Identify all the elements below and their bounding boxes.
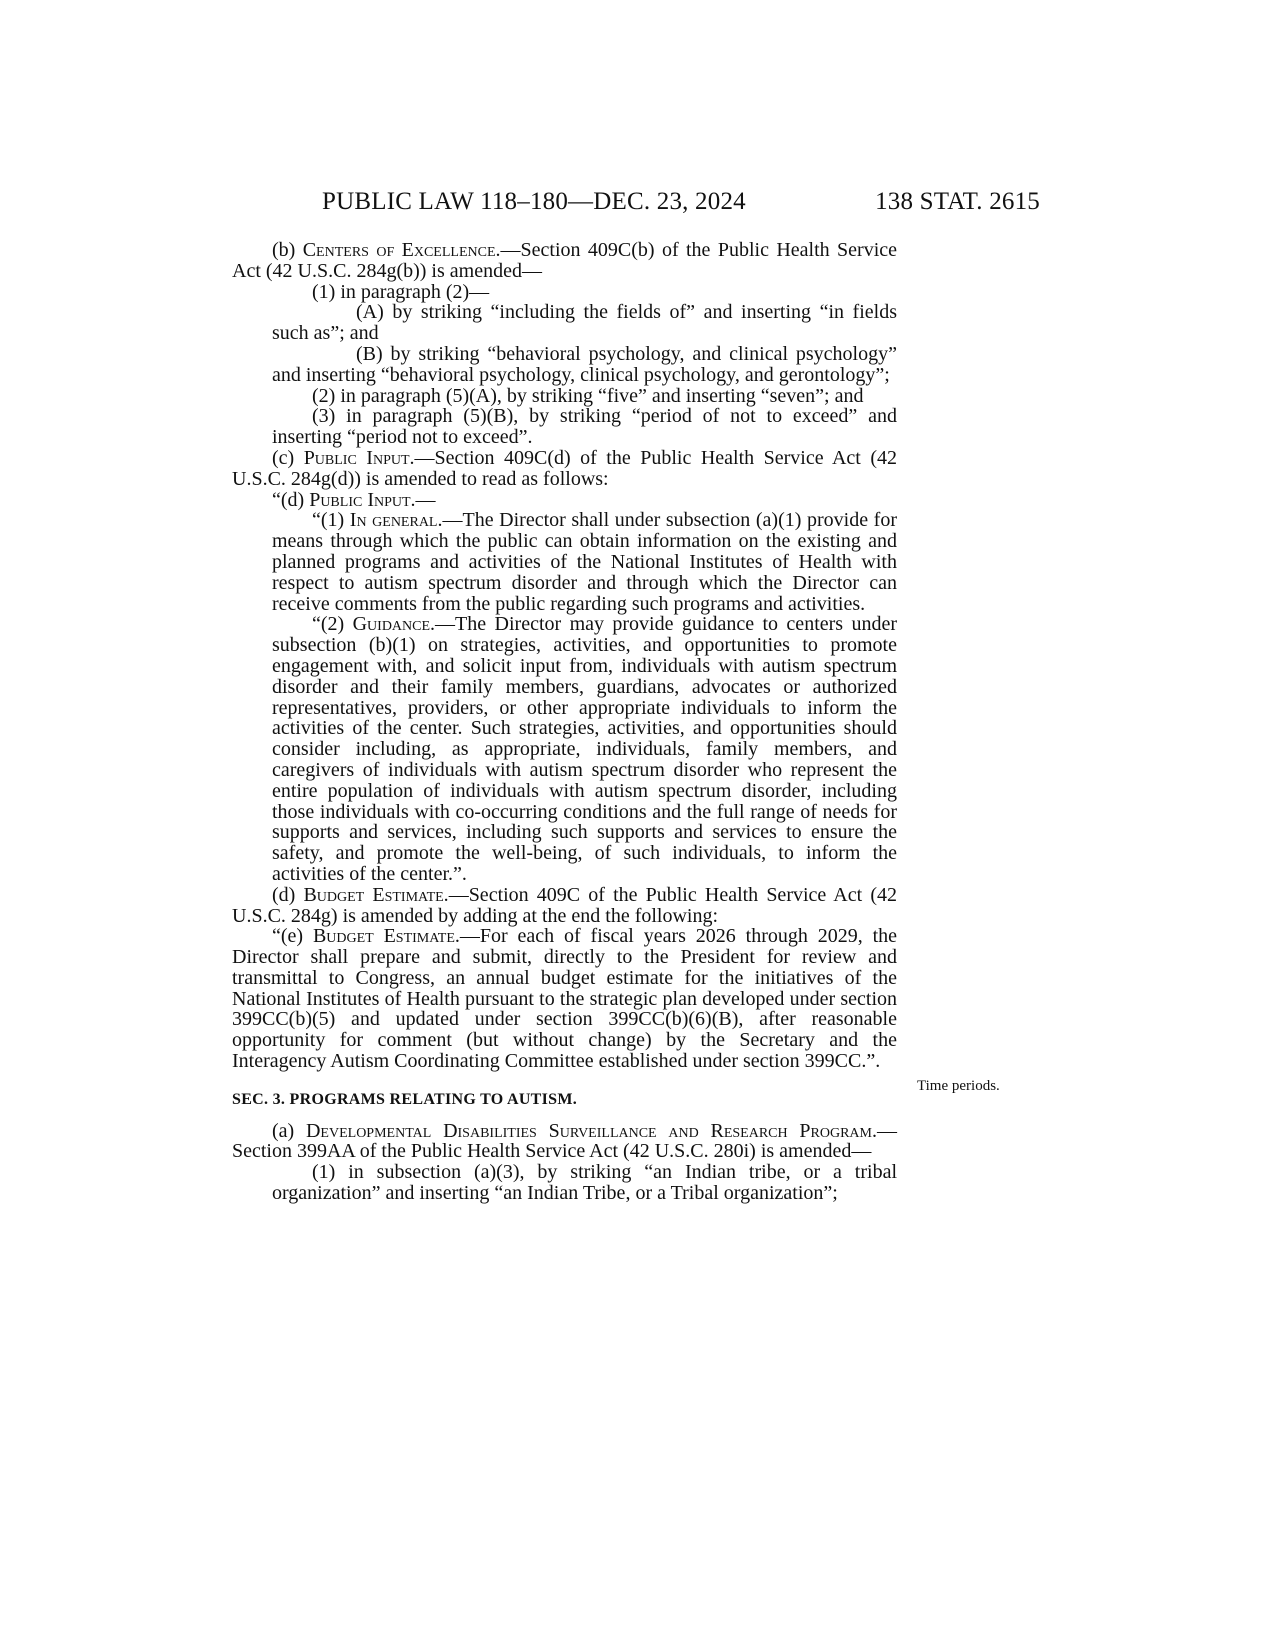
paragraph-sec3-a-1: (1) in subsection (a)(3), by striking “an Indian tribe, or a tribal organization” and inserting “an Indian Tribe, or a Tribal organization”;: [272, 1161, 897, 1205]
paragraph-text: —For each of fiscal years 2026 through 2029, the Director shall prepare and submit, directly to the President for review and transmittal to Congress, an annual budget estimate for the initiatives of the National Institutes of Health pursuant to the strategic plan developed under section 399CC(b)(5) and updated under section 399CC(b)(6)(B), after reasonable opportunity for comment (but without change) by the Secretary and the Interagency Autism Coordinating Committee established under section 399CC.”.: [232, 925, 898, 1073]
page-header: [322, 186, 1040, 218]
paragraph-prefix: “(e): [272, 925, 313, 948]
paragraph-d: [232, 885, 897, 927]
heading-public-input: Public Input.: [303, 446, 415, 469]
paragraph-b-1: (1) in paragraph (2)—: [312, 280, 490, 303]
paragraph-b: [232, 240, 897, 282]
paragraph-text: —: [415, 488, 436, 511]
paragraph-b-1-A: (A) by striking “including the fields of” and inserting “in fields such as”; and: [272, 301, 897, 345]
paragraph-prefix: (a): [272, 1119, 306, 1142]
heading-in-general: In general.: [349, 509, 443, 532]
header-title: PUBLIC LAW 118–180—DEC. 23, 2024: [322, 188, 746, 215]
paragraph-prefix: (d): [272, 883, 304, 906]
heading-budget-estimate: Budget Estimate.: [303, 883, 449, 906]
heading-budget-estimate-quoted: Budget Estimate.: [312, 925, 460, 948]
quoted-paragraph-e: [232, 926, 897, 1072]
quoted-paragraph-d-2: [232, 614, 897, 884]
quoted-paragraph-d-1: [232, 510, 897, 614]
paragraph-text: —Section 399AA of the Public Health Service Act (42 U.S.C. 280i) is amended—: [232, 1119, 897, 1163]
paragraph-prefix: “(2): [312, 613, 353, 636]
paragraph-b-2: (2) in paragraph (5)(A), by striking “five” and inserting “seven”; and: [312, 384, 864, 407]
paragraph-sec3-a: [232, 1121, 897, 1163]
paragraph-text: —The Director may provide guidance to centers under subsection (b)(1) on strategies, activities, and opportunities to promote engagement with, and solicit input from, individuals with autism spectrum disorder and their family members, guardians, advocates or authorized representatives, providers, or other appropriate individuals to inform the activities of the center. Such strategies, activities, and opportunities should consider including, as appropriate, individuals, family members, and caregivers of individuals with autism spectrum disorder who represent the entire population of individuals with autism spectrum disorder, including those individuals with co-occurring conditions and the full range of needs for supports and services, including such supports and services to ensure the safety, and promote the well-being, of such individuals, to inform the activities of the center.”.: [272, 613, 897, 885]
heading-developmental-disabilities: Developmental Disabilities Surveillance and Research Program.: [305, 1119, 877, 1142]
heading-guidance: Guidance.: [352, 613, 436, 636]
section-heading-sec-3: SEC. 3. PROGRAMS RELATING TO AUTISM.: [232, 1090, 578, 1108]
paragraph-prefix: “(d): [272, 488, 310, 511]
paragraph-b-1-B: (B) by striking “behavioral psychology, and clinical psychology” and inserting “behavioral psychology, clinical psychology, and gerontology”;: [272, 342, 897, 386]
document-body: [232, 240, 897, 1204]
paragraph-prefix: (b): [272, 239, 303, 261]
paragraph-text: —The Director shall under subsection (a)(1) provide for means through which the public can obtain information on the existing and planned programs and activities of the National Institutes of Health with respect to autism spectrum disorder and through which the Director can receive comments from the public regarding such programs and activities.: [272, 509, 897, 615]
paragraph-b-3: (3) in paragraph (5)(B), by striking “period of not to exceed” and inserting “period not to exceed”.: [272, 405, 897, 449]
paragraph-text: —Section 409C(d) of the Public Health Service Act (42 U.S.C. 284g(d)) is amended to read as follows:: [232, 446, 898, 490]
paragraph-prefix: “(1): [312, 509, 350, 532]
header-stat-page: 138 STAT. 2615: [875, 188, 1040, 215]
paragraph-c: [232, 448, 897, 490]
paragraph-prefix: (c): [272, 446, 304, 469]
paragraph-text: —Section 409C of the Public Health Service Act (42 U.S.C. 284g) is amended by adding at the end the following:: [232, 883, 897, 927]
heading-centers-of-excellence: Centers of Excellence.: [302, 239, 501, 261]
heading-public-input-quoted: Public Input.: [309, 488, 416, 511]
paragraph-text: —Section 409C(b) of the Public Health Service Act (42 U.S.C. 284g(b)) is amended—: [232, 239, 898, 282]
margin-note: Time periods.: [917, 1078, 1000, 1094]
quoted-paragraph-d: [232, 490, 897, 511]
